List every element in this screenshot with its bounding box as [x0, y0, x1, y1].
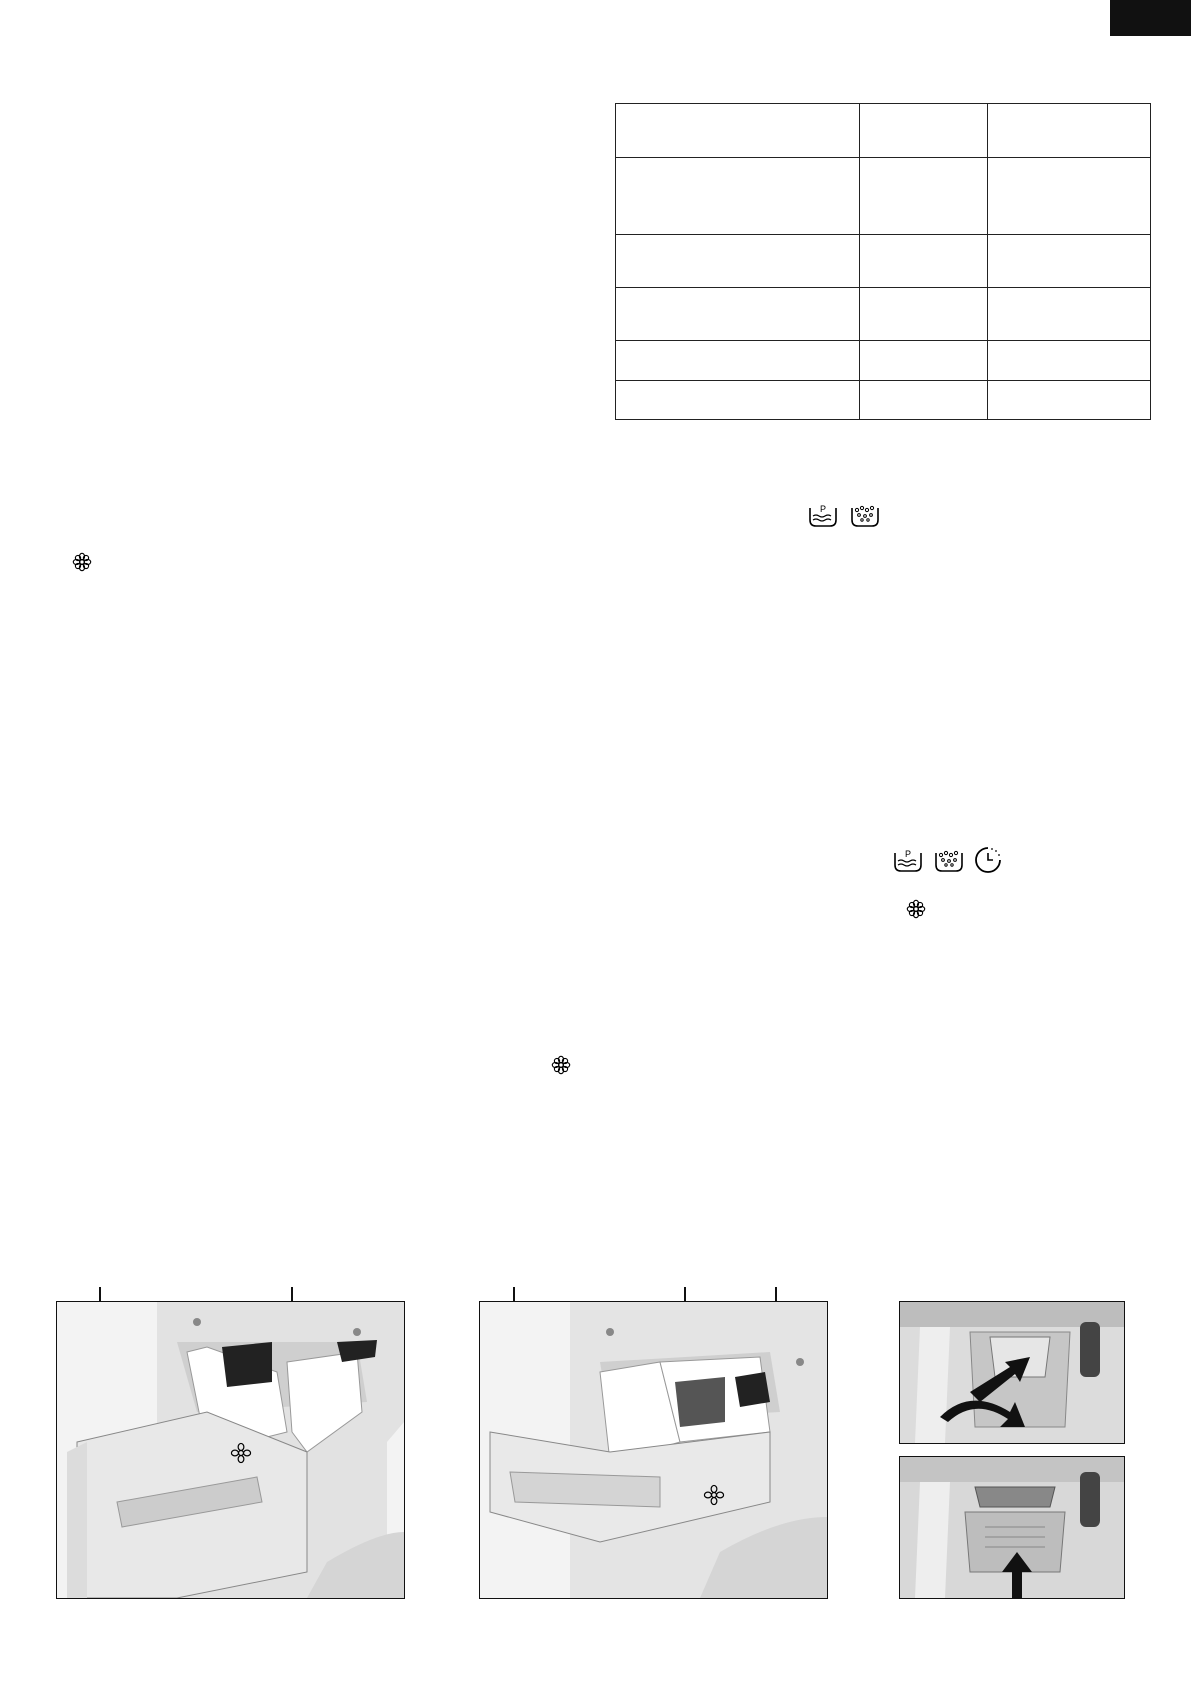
table-cell [988, 381, 1151, 420]
page-tab-marker [1110, 0, 1191, 36]
table-cell [988, 104, 1151, 158]
table-cell [616, 381, 860, 420]
table-cell [616, 341, 860, 381]
table-row [616, 381, 1151, 420]
prewash-tub-icon [892, 847, 924, 873]
quick-timer-icon [973, 845, 1003, 875]
table-cell [988, 235, 1151, 288]
table-cell [860, 104, 988, 158]
soak-tub-icon [849, 502, 881, 528]
flower-icon [703, 1484, 725, 1506]
table-row [616, 104, 1151, 158]
table-row [616, 235, 1151, 288]
table-cell [616, 104, 860, 158]
table-cell [860, 288, 988, 341]
soak-tub-icon [933, 847, 965, 873]
table-cell [616, 288, 860, 341]
table-cell [988, 288, 1151, 341]
table-cell [988, 341, 1151, 381]
svg-text:P: P [820, 504, 827, 514]
table-row [616, 288, 1151, 341]
table-cell [616, 235, 860, 288]
table-cell [860, 235, 988, 288]
table-row [616, 341, 1151, 381]
table-cell [860, 158, 988, 235]
detergent-drawer-figure-1 [56, 1301, 405, 1599]
dosage-table [615, 103, 1151, 420]
table-cell [988, 158, 1151, 235]
table-cell [616, 158, 860, 235]
svg-text:P: P [905, 849, 912, 859]
table-cell [860, 381, 988, 420]
table-row [616, 158, 1151, 235]
liquid-insert-step-2-figure [899, 1456, 1125, 1599]
detergent-drawer-figure-2 [479, 1301, 828, 1599]
liquid-insert-step-1-figure [899, 1301, 1125, 1444]
prewash-tub-icon [807, 502, 839, 528]
flower-icon [230, 1442, 252, 1464]
flower-icon [906, 899, 926, 919]
table-cell [860, 341, 988, 381]
flower-icon [72, 552, 92, 572]
flower-icon [551, 1055, 571, 1075]
